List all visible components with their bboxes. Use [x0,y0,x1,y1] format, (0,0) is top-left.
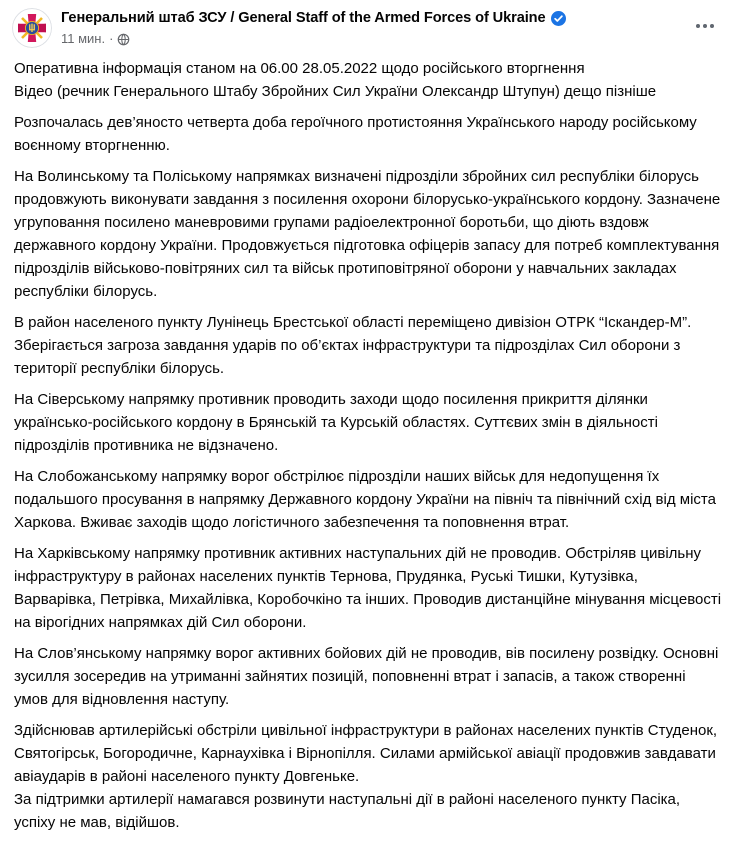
post-paragraph: На Слобожанському напрямку ворог обстрілює підрозділи наших військ для недопущення їх подальшого просування в напрямку Державного кордону України на північ та північний схід від міста Харкова. Вживає заходів щодо логістичного забезпечення та поповнення втрат. [14,468,721,531]
post-paragraph: На Волинському та Поліському напрямках визначені підрозділи збройних сил республіки білорусь продовжують виконувати завдання з посилення охорони білорусько-українського кордону. Зазначене угруповання посилено маневровими групами радіоелектронної боротьби, що діють вздовж державного кордону України. Продовжується підготовка офіцерів запасу для потреб комплектування підрозділів військово-повітряних сил та військ протиповітряної оборони у навчальних закладах республіки білорусь. [14,168,725,300]
post-header [0,0,737,48]
header-text-block [61,8,723,47]
post-paragraph: Оперативна інформація станом на 06.00 28.05.2022 щодо російського вторгнення Відео (речник Генерального Штабу Збройних Сил України Олександр Штупун) дещо пізніше [14,60,657,100]
post-meta-row [61,31,723,47]
more-options-button[interactable] [689,14,721,38]
afu-emblem-icon [18,14,46,42]
globe-icon [117,33,130,46]
post-paragraph: Розпочалась дев’яносто четверта доба героїчного протистояння Українського народу російському воєнному вторгненню. [14,114,701,154]
post-paragraph: Здійснював артилерійські обстріли цивільної інфраструктури в районах населених пунктів Студенок, Святогірськ, Богородичне, Карнаухівка і Вірнопілля. Силами армійської авіації продовжив завдавати авіаударів в районі населеного пункту Довгеньке. За підтримки артилерії намагався розвинути наступальні дії в районі населеного пункту Пасіка, успіху не мав, відійшов. [14,722,722,831]
post-timestamp-link[interactable]: 11 мин. [61,31,106,46]
verified-badge-icon [551,11,566,26]
post-paragraph: На Слов’янському напрямку ворог активних бойових дій не проводив, вів посилену розвідку. Основні зусилля зосередив на утриманні зайнятих позицій, поповненні втрат і запасів, а також створенні умов для відновлення наступу. [14,645,723,708]
meta-separator: · [109,31,114,46]
post-paragraph: На Сіверському напрямку противник проводить заходи щодо посилення прикриття ділянки українсько-російського кордону в Брянській та Курській областях. Суттєвих змін в діяльності підрозділів противника не відзначено. [14,391,663,454]
post-paragraph: В район населеного пункту Лунінець Брестської області переміщено дивізіон ОТРК “Іскандер-М”. Зберігається загроза завдання ударів по об’єктах інфраструктури та підрозділах Сил оборони з території республіки білорусь. [14,314,696,377]
page-avatar[interactable] [12,8,52,48]
post-text [0,48,737,848]
post-paragraph: На Харківському напрямку противник активних наступальних дій не проводив. Обстріляв цивільну інфраструктуру в районах населених пунктів Тернова, Прудянка, Руські Тишки, Кутузівка, Варварівка, Петрівка, Михайлівка, Коробочкіно та інших. Проводив дистанційне мінування місцевості на вірогідних напрямках дій Сил оборони. [14,545,726,631]
three-dots-menu-icon [696,24,700,28]
page-name-row [61,9,723,28]
page-name-link[interactable]: Генеральний штаб ЗСУ / General Staff of the Armed Forces of Ukraine [61,10,546,26]
